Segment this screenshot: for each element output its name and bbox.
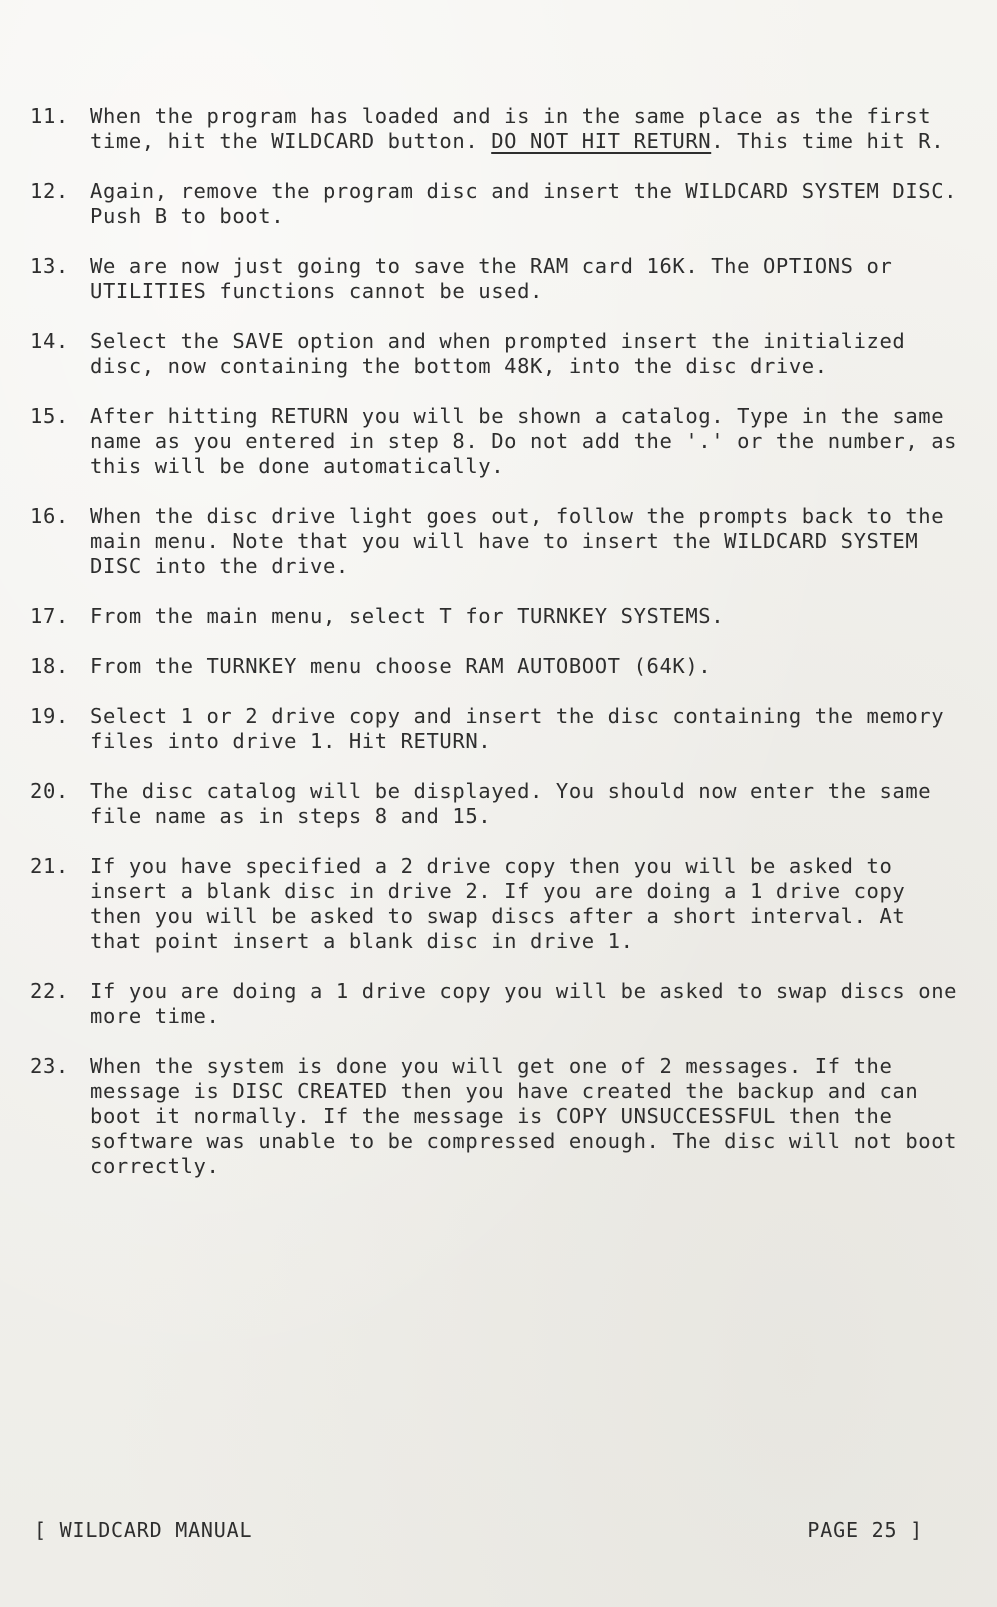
step-16 xyxy=(30,504,960,579)
step-number: 12. xyxy=(30,179,69,203)
step-text: If you are doing a 1 drive copy you will be asked to swap discs one more time. xyxy=(90,979,971,1028)
step-text: After hitting RETURN you will be shown a catalog. Type in the same name as you entered in step 8. Do not add the '.' or the number, as this will be done automatically. xyxy=(90,404,971,478)
step-number: 13. xyxy=(30,254,69,278)
step-number: 21. xyxy=(30,854,69,878)
step-11 xyxy=(30,104,960,154)
step-number: 19. xyxy=(30,704,69,728)
step-21 xyxy=(30,854,960,954)
step-22 xyxy=(30,979,971,1029)
step-number: 23. xyxy=(30,1054,69,1078)
step-number: 17. xyxy=(30,604,69,628)
step-number: 20. xyxy=(30,779,69,803)
footer-page-number: PAGE 25 ] xyxy=(807,1518,923,1542)
step-text: From the main menu, select T for TURNKEY SYSTEMS. xyxy=(90,604,725,628)
step-12 xyxy=(30,179,971,229)
step-23 xyxy=(30,1054,971,1179)
step-text: Select the SAVE option and when prompted insert the initialized disc, now containing the bottom 48K, into the disc drive. xyxy=(90,329,919,378)
step-13 xyxy=(30,254,960,304)
step-text: The disc catalog will be displayed. You should now enter the same file name as in steps 8 and 15. xyxy=(90,779,945,828)
step-text: When the system is done you will get one of 2 messages. If the message is DISC CREATED then you have created the backup and can boot it normally. If the message is COPY UNSUCCESSFUL then the software was unable to be compressed enough. The disc will not boot correctly. xyxy=(90,1054,971,1178)
step-17 xyxy=(30,604,960,629)
step-text: Select 1 or 2 drive copy and insert the disc containing the memory files into drive 1. Hit RETURN. xyxy=(90,704,958,753)
step-14 xyxy=(30,329,960,379)
step-19 xyxy=(30,704,960,754)
step-number: 18. xyxy=(30,654,69,678)
step-text-before: When the program has loaded and is in the same place as the first time, hit the WILDCARD button. xyxy=(90,104,945,153)
step-number: 11. xyxy=(30,104,69,128)
step-number: 16. xyxy=(30,504,69,528)
step-text: If you have specified a 2 drive copy then you will be asked to insert a blank disc in drive 2. If you are doing a 1 drive copy then you will be asked to swap discs after a short interval. At that point insert a blank disc in drive 1. xyxy=(90,854,919,953)
step-18 xyxy=(30,654,960,679)
step-text: We are now just going to save the RAM card 16K. The OPTIONS or UTILITIES functions cannot be used. xyxy=(90,254,906,303)
step-number: 14. xyxy=(30,329,69,353)
step-number: 22. xyxy=(30,979,69,1003)
step-text: When the disc drive light goes out, follow the prompts back to the main menu. Note that you will have to insert the WILDCARD SYSTEM DISC into the drive. xyxy=(90,504,958,578)
step-15 xyxy=(30,404,971,479)
step-20 xyxy=(30,779,960,829)
step-text: Again, remove the program disc and insert the WILDCARD SYSTEM DISC. Push B to boot. xyxy=(90,179,971,228)
step-text: From the TURNKEY menu choose RAM AUTOBOOT (64K). xyxy=(90,654,712,678)
step-text xyxy=(90,104,960,154)
footer-manual-title: [ WILDCARD MANUAL xyxy=(34,1518,253,1542)
step-text-after: . This time hit R. xyxy=(711,129,945,153)
instruction-list xyxy=(30,104,971,1204)
step-number: 15. xyxy=(30,404,69,428)
underlined-warning: DO NOT HIT RETURN xyxy=(491,129,712,153)
